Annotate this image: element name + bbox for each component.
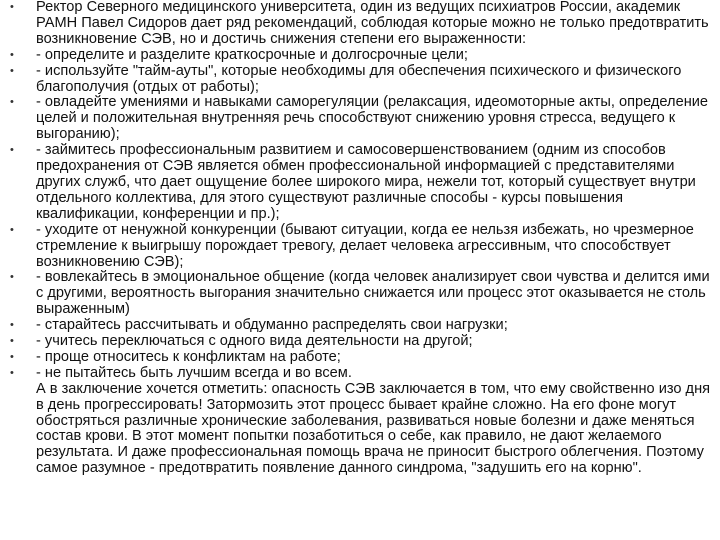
list-item	[10, 46, 714, 64]
bullet-icon: •	[10, 271, 14, 284]
list-item-text: Ректор Северного медицинского университета, один из ведущих психиатров России, академик РАМН Павел Сидоров дает ряд рекомендаций, соблюдая которые можно не только предотвратить возникновение СЭВ, но и достичь снижения степени его выраженности:	[36, 0, 709, 47]
list-item-text: - проще относитесь к конфликтам на работе;	[36, 348, 341, 365]
list-item-text: - учитесь переключаться с одного вида деятельности на другой;	[36, 333, 473, 350]
bullet-icon: •	[10, 1, 14, 13]
bullet-icon: •	[10, 223, 14, 236]
bullet-icon: •	[10, 48, 14, 61]
list-item	[10, 317, 714, 334]
bullet-icon: •	[10, 319, 14, 332]
bullet-icon: •	[10, 350, 14, 363]
list-item-text: - старайтесь рассчитывать и обдуманно распределять свои нагрузки;	[36, 317, 508, 334]
conclusion-paragraph: А в заключение хочется отметить: опасность СЭВ заключается в том, что ему свойственно изо дня в день прогрессировать! Затормозить этот процесс бывает крайне сложно. На его фоне могут обостряться различные хронические заболевания, развиваться новые болезни и даже меняться состав крови. В этот момент попытки позаботиться о себе, как правило, не дают желаемого результата. И даже профессиональная помощь врача не приносит быстрого облегчения. Поэтому самое разумное - предотвратить появление данного синдрома, "задушить его на корню".	[36, 380, 711, 477]
list-item	[10, 221, 714, 271]
list-item-text: - используйте "тайм-ауты", которые необходимы для обеспечения психического и физического благополучия (отдых от работы);	[36, 62, 682, 95]
bullet-icon: •	[10, 144, 14, 157]
list-item-text: - займитесь профессиональным развитием и самосовершенствованием (одним из способов предохранения от СЭВ является обмен профессиональной информацией с представителями других служб, что дает ощущение более широкого мира, нежели тот, который существует внутри отдельного коллектива, для этого существуют различные способы - курсы повышения квалификации, конференции и пр.);	[36, 142, 696, 222]
list-item	[10, 333, 714, 350]
list-item	[10, 0, 714, 48]
list-item	[10, 269, 714, 318]
bullet-icon: •	[10, 96, 14, 109]
list-item	[10, 348, 714, 366]
recommendation-list	[10, 0, 714, 382]
slide-content	[10, 0, 714, 477]
list-item	[10, 62, 714, 96]
list-item-text: - уходите от ненужной конкуренции (бывают ситуации, когда ее нельзя избежать, но чрезмерное стремление к выигрышу порождает тревогу, делает человека агрессивным, что способствует возникновению СЭВ);	[36, 221, 694, 270]
bullet-icon: •	[10, 366, 14, 379]
list-item-text: - овладейте умениями и навыками саморегуляции (релаксация, идеомоторные акты, определение целей и положительная внутренняя речь способствуют снижению уровня стресса, ведущего к выгоранию);	[36, 94, 709, 143]
bullet-icon: •	[10, 64, 14, 77]
list-item	[10, 142, 714, 223]
list-item	[10, 364, 714, 382]
list-item	[10, 94, 714, 143]
list-item-text: - определите и разделите краткосрочные и долгосрочные цели;	[36, 46, 468, 63]
bullet-icon: •	[10, 335, 14, 348]
list-item-text: - вовлекайтесь в эмоциональное общение (когда человек анализирует свои чувства и делится ими с другими, вероятность выгорания значительно снижается или процесс этот оказывается не столь выраженным)	[36, 269, 710, 318]
list-item-text: - не пытайтесь быть лучшим всегда и во всем.	[36, 364, 352, 381]
